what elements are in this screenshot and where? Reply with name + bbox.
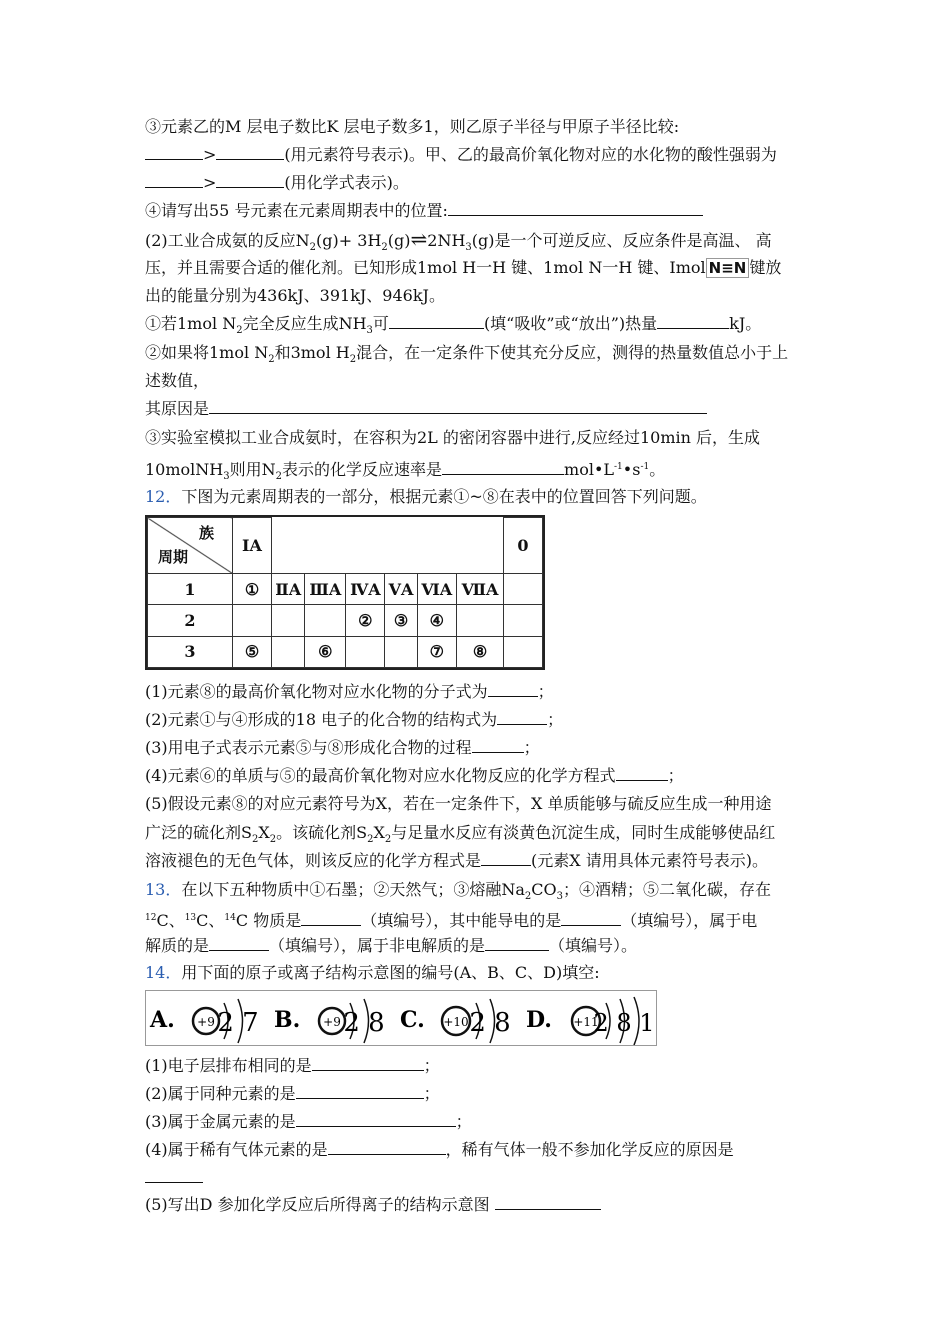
svg-text:+9: +9 (323, 1015, 341, 1029)
q12-sub5c: 溶液褪色的无色气体，则该反应的化学方程式是 (元素X 请用具体元素符号表示)。 (145, 851, 768, 870)
q11-part2-q1: ①若1mol $N_2$完全反应生成$NH_3$可 (填“吸收”或“放出”)热量 kJ。 (145, 314, 762, 336)
atom-diagram-c (400, 999, 511, 1043)
answer-blank[interactable] (485, 935, 549, 951)
group-header-cell: ⅥA (417, 574, 457, 605)
answer-blank[interactable] (209, 398, 707, 414)
svg-text:2 8: 2 8 (469, 1008, 511, 1038)
q13-line2: $^{12}$C、$^{13}$C、$^{14}$C 物质是 （填编号），其中能导电的是 （填编号），属于电 (145, 911, 758, 930)
q14-sub1: (1)电子层排布相同的是 ； (145, 1056, 440, 1075)
q14-stem: 14．用下面的原子或离子结构示意图的编号(A、B、C、D)填空: (145, 963, 600, 982)
q12-sub3: (3)用电子式表示元素⑤与⑧形成化合物的过程 ； (145, 738, 540, 757)
element-cell (272, 636, 305, 667)
q13-line3: 解质的是 （填编号），属于非电解质的是 （填编号）。 (145, 936, 638, 955)
q11-line-3: ③元素乙的M 层电子数比K 层电子数多1，则乙原子半径与甲原子半径比较: (145, 117, 680, 136)
group-header: 族 (198, 524, 214, 542)
answer-blank[interactable] (389, 313, 484, 329)
element-cell: ⑥ (305, 636, 346, 667)
group-header-cell: ⅦA (457, 574, 504, 605)
element-cell (504, 605, 543, 636)
group-0-header: 0 (504, 518, 543, 574)
element-cell: ② (346, 605, 385, 636)
group-header-cell: ⅢA (305, 574, 346, 605)
element-cell: ⑧ (457, 636, 504, 667)
period-2: 2 (148, 605, 233, 636)
table-corner-header (148, 518, 233, 574)
q11-line-3b: > (用元素符号表示)。甲、乙的最高价氧化物对应的水化物的酸性强弱为 (145, 144, 777, 166)
q14-sub4: (4)属于稀有气体元素的是 ，稀有气体一般不参加化学反应的原因是 (145, 1140, 734, 1159)
answer-blank[interactable] (296, 1083, 424, 1099)
q11-part2-q2: ②如果将1mol $N_2$和3mol $H_2$混合，在一定条件下使其充分反应，测得的热量数值总小于上 (145, 343, 789, 365)
q11-part2-q2c: 其原因是 (145, 398, 707, 420)
table-gap (272, 518, 504, 574)
answer-blank[interactable] (328, 1139, 446, 1155)
period-header: 周期 (158, 548, 189, 566)
q11-part2-line2: 压，并且需要合适的催化剂。已知形成1mol H一H 键、1mol N一H 键、Imol N≡N 键放 (145, 258, 782, 277)
periodic-table (145, 515, 545, 670)
answer-blank[interactable] (312, 1055, 424, 1071)
q14-sub2: (2)属于同种元素的是 ； (145, 1084, 440, 1103)
atom-diagram-d (526, 997, 655, 1045)
answer-blank[interactable] (481, 850, 531, 866)
q11-line-3c: > (用化学式表示)。 (145, 172, 409, 194)
q11-part2-line3: 出的能量分别为436kJ、391kJ、946kJ。 (145, 286, 445, 305)
svg-text:+10: +10 (443, 1015, 469, 1029)
answer-blank[interactable] (145, 1167, 203, 1183)
answer-blank[interactable] (657, 313, 729, 329)
answer-blank[interactable] (145, 144, 203, 160)
answer-blank[interactable] (442, 459, 564, 475)
svg-text:A.: A. (150, 1007, 175, 1033)
svg-text:+11: +11 (573, 1015, 599, 1029)
q14-sub4b (145, 1167, 203, 1189)
answer-blank[interactable] (301, 910, 361, 926)
element-cell: ① (233, 574, 272, 605)
element-cell (233, 605, 272, 636)
svg-text:2 8 1: 2 8 1 (593, 1009, 655, 1037)
svg-text:C.: C. (400, 1007, 425, 1033)
q12-sub5b: 广泛的硫化剂$S_2X_2$。该硫化剂$S_2X_2$与足量水反应有淡黄色沉淀生成，同时生成能够使品红 (145, 823, 776, 845)
q14-sub5: (5)写出D 参加化学反应后所得离子的结构示意图 (145, 1194, 601, 1216)
answer-blank[interactable] (209, 935, 269, 951)
element-cell (504, 574, 543, 605)
answer-blank[interactable] (488, 681, 538, 697)
element-cell: ⑤ (233, 636, 272, 667)
element-cell (385, 636, 417, 667)
q12-stem: 12．下图为元素周期表的一部分，根据元素①~⑧在表中的位置回答下列问题。 (145, 487, 707, 506)
answer-blank[interactable] (472, 737, 524, 753)
svg-text:+9: +9 (197, 1015, 215, 1029)
atom-structure-diagrams (145, 990, 657, 1046)
group-header-cell: ⅡA (272, 574, 305, 605)
svg-text:B.: B. (274, 1007, 301, 1033)
q11-part2-q3: ③实验室模拟工业合成氨时，在容积为2L 的密闭容器中进行,反应经过10min 后，生成 (145, 428, 761, 447)
answer-blank[interactable] (561, 910, 621, 926)
element-cell (305, 605, 346, 636)
q12-sub5: (5)假设元素⑧的对应元素符号为X，若在一定条件下，X 单质能够与硫反应生成一种用途 (145, 794, 772, 813)
q11-line-4: ④请写出55 号元素在元素周期表中的位置: (145, 200, 703, 222)
q14-sub3: (3)属于金属元素的是 ； (145, 1112, 472, 1131)
group-header-cell: ⅤA (385, 574, 417, 605)
answer-blank[interactable] (497, 709, 547, 725)
element-cell (272, 605, 305, 636)
period-3: 3 (148, 636, 233, 667)
triple-bond-image: N≡N (706, 258, 750, 278)
q12-sub1: (1)元素⑧的最高价氧化物对应水化物的分子式为 ； (145, 682, 554, 701)
element-cell: ③ (385, 605, 417, 636)
element-cell (504, 636, 543, 667)
q11-part2-line1: (2)工业合成氨的反应$N_2(g)+$ $3H_2(g)\rightleftharpoons 2NH_3(g)$是一个可逆反应、反应条件是高温、 高 (145, 227, 772, 253)
answer-blank[interactable] (448, 200, 703, 216)
period-1: 1 (148, 574, 233, 605)
answer-blank[interactable] (145, 172, 203, 188)
element-cell: ④ (417, 605, 457, 636)
atom-diagram-a (149, 999, 259, 1043)
answer-blank[interactable] (216, 172, 284, 188)
q12-sub2: (2)元素①与④形成的18 电子的化合物的结构式为 ； (145, 710, 564, 729)
element-cell: ⑦ (417, 636, 457, 667)
answer-blank[interactable] (216, 144, 284, 160)
element-cell (346, 636, 385, 667)
q12-sub4: (4)元素⑥的单质与⑤的最高价氧化物对应水化物反应的化学方程式 ； (145, 766, 684, 785)
answer-blank[interactable] (296, 1111, 456, 1127)
svg-text:2 8: 2 8 (343, 1008, 385, 1038)
q11-part2-q2b: 述数值， (145, 371, 210, 390)
answer-blank[interactable] (495, 1194, 601, 1210)
q11-part2-q3b: 10molNH$_3$则用$N_2$表示的化学反应速率是 $mol•L^{-1}•s^{-1}$。 (145, 460, 666, 482)
group-header-cell: ⅣA (346, 574, 385, 605)
q13-stem: 13．在以下五种物质中①石墨；②天然气；③熔融$Na_2CO_3$；④酒精；⑤二氧化碳，存在 (145, 880, 772, 902)
answer-blank[interactable] (616, 765, 668, 781)
group-ia-header: IA (233, 518, 272, 574)
svg-text:2 7: 2 7 (217, 1008, 259, 1038)
element-cell (457, 605, 504, 636)
svg-text:D.: D. (526, 1007, 552, 1033)
atom-diagram-b (274, 999, 385, 1043)
